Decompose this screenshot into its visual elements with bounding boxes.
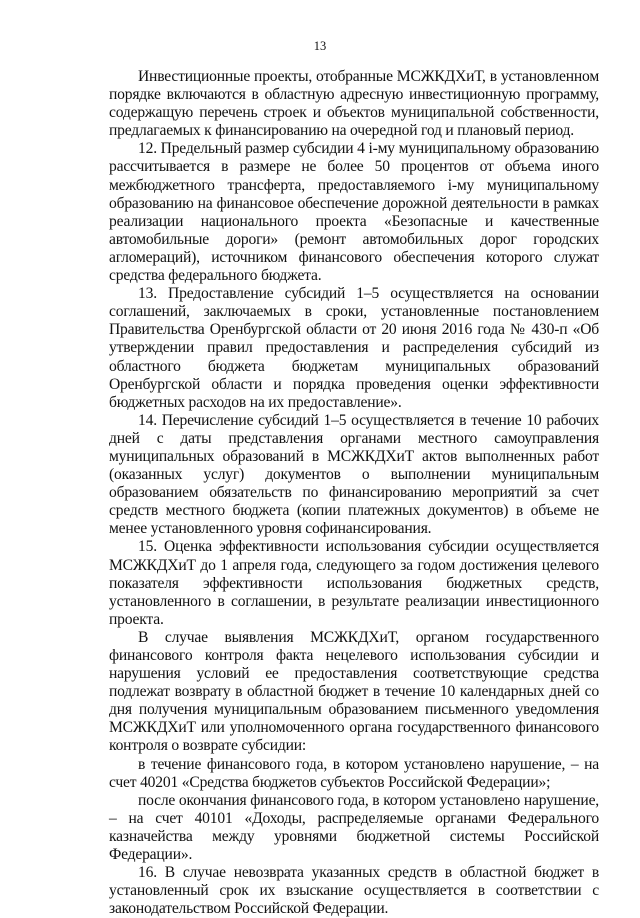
paragraph-15-evaluation: 15. Оценка эффективности использования субсидии осуществляется МСЖКДХиТ до 1 апреля года, следующего за годом достижения целевого показателя эффективности использования бюджетных средств, установленного в соглашении, в результате реализации инвестиционного проекта. <box>109 538 599 628</box>
paragraph-refund-account-current-year: в течение финансового года, в котором установлено нарушение, – на счет 40201 «Средства бюджетов субъектов Российской Федерации»; <box>109 755 599 791</box>
paragraph-13-agreements: 13. Предоставление субсидий 1–5 осуществляется на основании соглашений, заключаемых в сроки, установленные постановлением Правительства Оренбургской области от 20 июня 2016 года № 430-п «Об утверждении правил предоставления и распределения субсидий из областного бюджета бюджетам муниципальных образований Оренбургской области и порядка проведения оценки эффективности бюджетных расходов на их предоставление». <box>109 285 599 411</box>
paragraph-investment-projects: Инвестиционные проекты, отобранные МСЖКДХиТ, в установленном порядке включаются в областную адресную инвестиционную программу, содержащую перечень строек и объектов муниципальной собственности, предлагаемых к финансированию на очередной год и плановый период. <box>109 68 599 140</box>
paragraph-14-transfer: 14. Перечисление субсидий 1–5 осуществляется в течение 10 рабочих дней с даты представления органами местного самоуправления муниципальных образований в МСЖКДХиТ актов выполненных работ (оказанных услуг) документов о выполнении муниципальным образованием обязательств по финансированию мероприятий за счет средств местного бюджета (копии платежных документов) в объеме не менее установленного уровня софинансирования. <box>109 411 599 538</box>
paragraph-12-max-subsidy: 12. Предельный размер субсидии 4 i-му муниципальному образованию рассчитывается в размере не более 50 процентов от объема иного межбюджетного трансферта, предоставляемого i-му муниципальному образованию на финансовое обеспечение дорожной деятельности в рамках реализации национального проекта «Безопасные и качественные автомобильные дороги» (ремонт автомобильных дорог городских агломераций), источником финансового обеспечения которого служат средства федерального бюджета. <box>109 140 599 285</box>
paragraph-refund-account-after-year: после окончания финансового года, в котором установлено нарушение, – на счет 40101 «Доходы, распределяемые органами Федерального казначейства между уровнями бюджетной системы Российской Федерации». <box>109 791 599 864</box>
paragraph-16-collection: 16. В случае невозврата указанных средств в областной бюджет в установленный срок их взыскание осуществляется в соответствии с законодательством Российской Федерации. <box>109 864 599 918</box>
paragraph-misuse-refund: В случае выявления МСЖКДХиТ, органом государственного финансового контроля факта нецелевого использования субсидии и нарушения условий ее предоставления соответствующие средства подлежат возврату в областной бюджет в течение 10 календарных дней со дня получения муниципальным образованием письменного уведомления МСЖКДХиТ или уполномоченного органа государственного финансового контроля о возврате субсидии: <box>109 628 599 755</box>
document-body <box>109 68 599 918</box>
page-number: 13 <box>313 39 327 53</box>
